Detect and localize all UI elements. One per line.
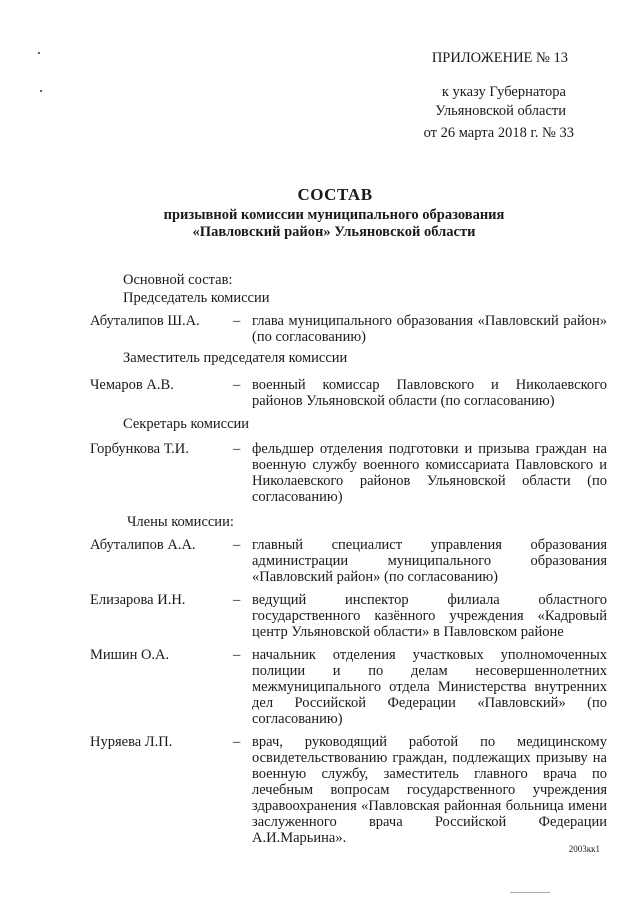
member-name: Абуталипов Ш.А. xyxy=(90,313,200,329)
member-position: военный комиссар Павловского и Николаевского районов Ульяновской области (по согласованию) xyxy=(252,377,607,409)
document-title: СОСТАВ xyxy=(297,185,373,204)
member-position: главный специалист управления образования администрации муниципального образования «Павловский район» (по согласованию) xyxy=(252,537,607,585)
member-position: начальник отделения участковых уполномоченных полиции и по делам несовершеннолетних межмуниципального отдела Министерства внутренних дел Российской Федерации «Павловский» (по согласованию) xyxy=(252,647,607,727)
member-name: Нуряева Л.П. xyxy=(90,734,173,750)
member-name: Горбункова Т.И. xyxy=(90,441,189,457)
members-label: Члены комиссии: xyxy=(127,514,234,530)
member-dash: – xyxy=(233,377,241,393)
deputy-chairman-label: Заместитель председателя комиссии xyxy=(123,350,348,366)
chairman-label: Председатель комиссии xyxy=(123,290,270,306)
member-name: Абуталипов А.А. xyxy=(90,537,196,553)
member-dash: – xyxy=(233,313,241,329)
member-position: фельдшер отделения подготовки и призыва граждан на военную службу военного комиссариата Павловского и Николаевского районов Ульяновской области (по согласованию) xyxy=(252,441,607,505)
member-name: Чемаров А.В. xyxy=(90,377,174,393)
scan-edge-mark xyxy=(510,892,550,893)
member-position: глава муниципального образования «Павловский район» (по согласованию) xyxy=(252,313,607,345)
document-code: 2003кк1 xyxy=(568,844,600,854)
member-name: Елизарова И.Н. xyxy=(90,592,186,608)
decree-date: от 26 марта 2018 г. № 33 xyxy=(423,125,574,141)
document-subtitle-line-2: «Павловский район» Ульяновской области xyxy=(192,224,476,240)
member-dash: – xyxy=(233,441,241,457)
member-dash: – xyxy=(233,734,241,750)
appendix-label: ПРИЛОЖЕНИЕ № 13 xyxy=(431,50,568,66)
member-dash: – xyxy=(233,537,241,553)
member-position: ведущий инспектор филиала областного государственного казённого учреждения «Кадровый центр Ульяновской области» в Павловском районе xyxy=(252,592,607,640)
scan-speck xyxy=(40,90,42,92)
decree-reference-line-1: к указу Губернатора xyxy=(441,84,566,100)
document-subtitle-line-1: призывной комиссии муниципального образования xyxy=(163,207,505,223)
secretary-label: Секретарь комиссии xyxy=(123,416,250,432)
member-position: врач, руководящий работой по медицинскому освидетельствованию граждан, подлежащих призыву на военную службу, заместитель главного врача по лечебным вопросам государственного учреждения здравоохранения «Павловская районная больница имени заслуженного врача Российской Федерации А.И.Марьина». xyxy=(252,734,607,846)
decree-reference-line-2: Ульяновской области xyxy=(435,103,566,119)
member-dash: – xyxy=(233,647,241,663)
scan-speck xyxy=(38,52,40,54)
member-dash: – xyxy=(233,592,241,608)
main-composition-label: Основной состав: xyxy=(123,272,233,288)
member-name: Мишин О.А. xyxy=(90,647,170,663)
